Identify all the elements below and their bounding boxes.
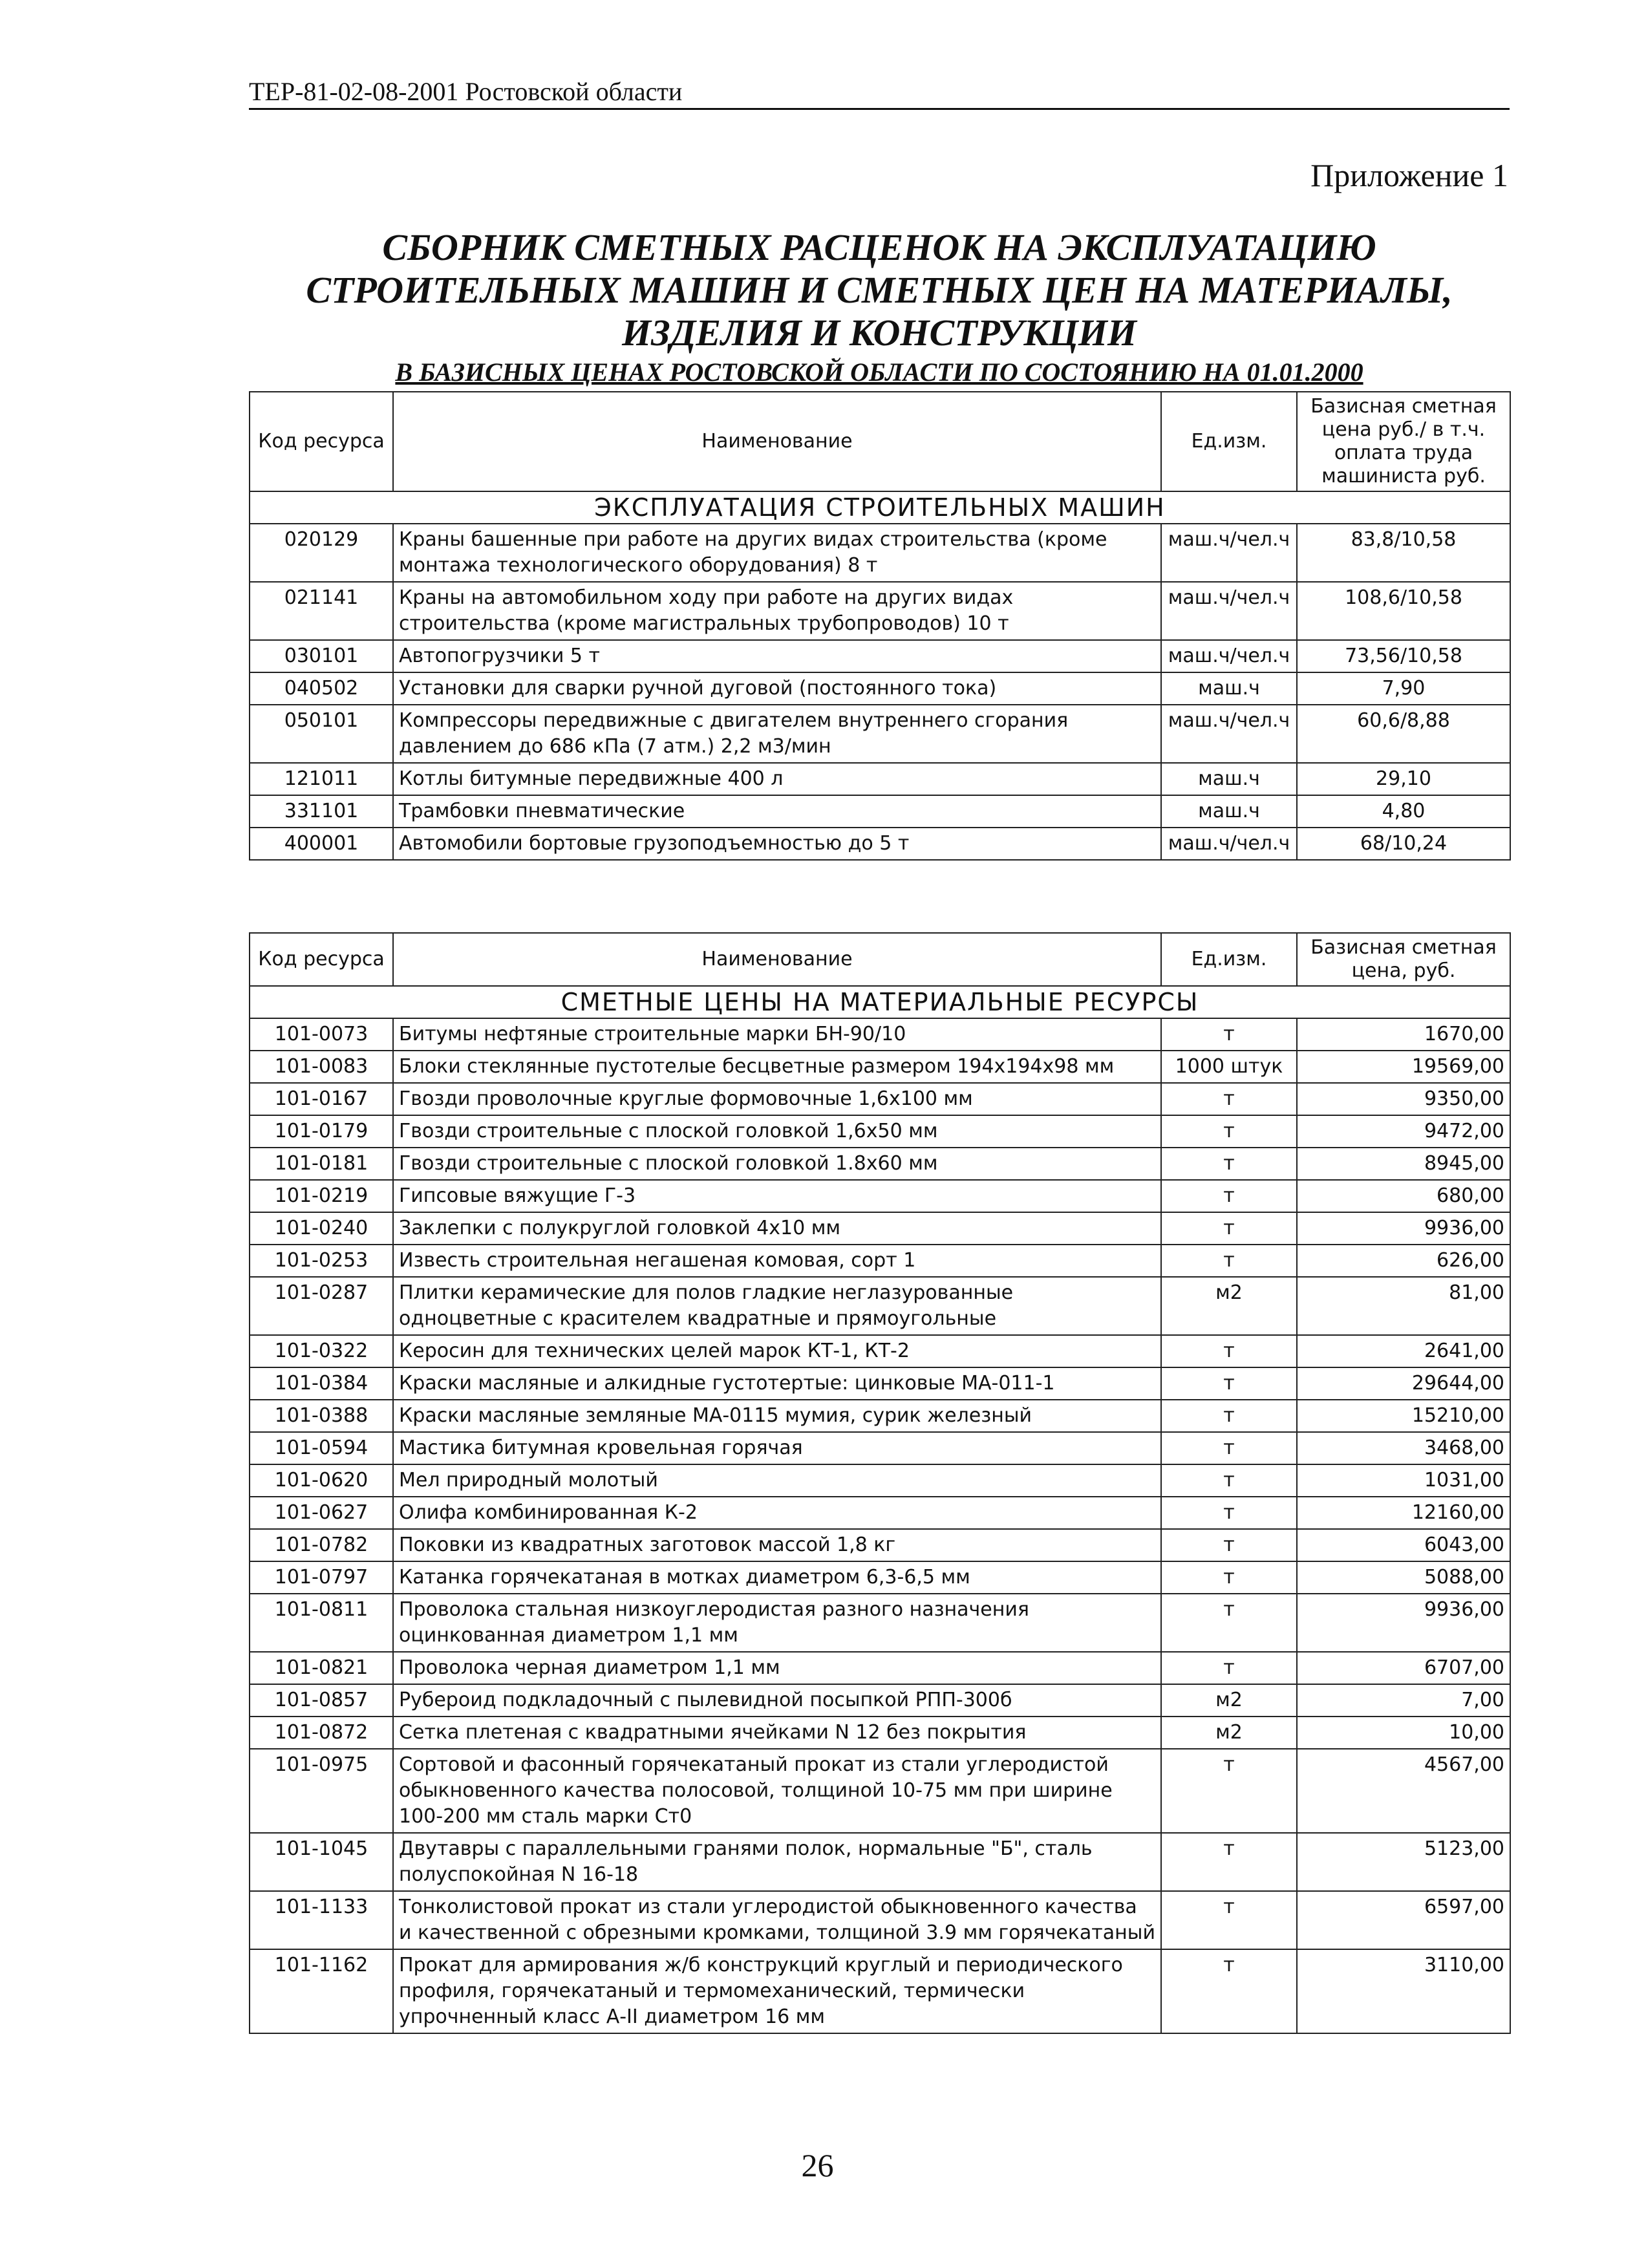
cell-price: 12160,00: [1297, 1497, 1510, 1529]
cell-unit: маш.ч/чел.ч: [1161, 828, 1297, 860]
document-title: [249, 226, 1510, 354]
section-title: ЭКСПЛУАТАЦИЯ СТРОИТЕЛЬНЫХ МАШИН: [250, 491, 1510, 524]
title-line: СТРОИТЕЛЬНЫХ МАШИН И СМЕТНЫХ ЦЕН НА МАТЕРИАЛЫ,: [306, 269, 1453, 311]
cell-unit: т: [1161, 1018, 1297, 1051]
table-row: [250, 1497, 1510, 1529]
cell-unit: т: [1161, 1891, 1297, 1949]
cell-price: 60,6/8,88: [1297, 705, 1510, 763]
cell-unit: т: [1161, 1529, 1297, 1561]
cell-code: 101-0821: [250, 1652, 393, 1684]
cell-unit: т: [1161, 1749, 1297, 1833]
cell-unit: т: [1161, 1367, 1297, 1400]
cell-name: Тонколистовой прокат из стали углеродистой обыкновенного качества и качественной с обрезными кромками, толщиной 3.9 мм горячекатаный: [393, 1891, 1161, 1949]
cell-code: 040502: [250, 672, 393, 705]
cell-price: 29,10: [1297, 763, 1510, 795]
machines-table-body: [250, 524, 1510, 860]
cell-unit: маш.ч: [1161, 763, 1297, 795]
cell-name: Двутавры с параллельными гранями полок, нормальные "Б", сталь полуспокойная N 16-18: [393, 1833, 1161, 1891]
table-row: [250, 1949, 1510, 2033]
table-row: [250, 524, 1510, 582]
cell-name: Трамбовки пневматические: [393, 795, 1161, 828]
cell-unit: маш.ч/чел.ч: [1161, 640, 1297, 672]
cell-price: 10,00: [1297, 1717, 1510, 1749]
cell-name: Блоки стеклянные пустотелые бесцветные размером 194х194х98 мм: [393, 1051, 1161, 1083]
cell-price: 73,56/10,58: [1297, 640, 1510, 672]
table-row: [250, 1180, 1510, 1212]
cell-unit: т: [1161, 1561, 1297, 1594]
cell-code: 101-0083: [250, 1051, 393, 1083]
table-row: [250, 1083, 1510, 1115]
table-row: [250, 1018, 1510, 1051]
cell-code: 101-0384: [250, 1367, 393, 1400]
cell-name: Автомобили бортовые грузоподъемностью до 5 т: [393, 828, 1161, 860]
cell-unit: м2: [1161, 1684, 1297, 1717]
table-row: [250, 1148, 1510, 1180]
cell-name: Мел природный молотый: [393, 1464, 1161, 1497]
cell-unit: т: [1161, 1833, 1297, 1891]
cell-price: 1031,00: [1297, 1464, 1510, 1497]
cell-price: 81,00: [1297, 1277, 1510, 1335]
cell-name: Известь строительная негашеная комовая, сорт 1: [393, 1245, 1161, 1277]
cell-price: 15210,00: [1297, 1400, 1510, 1432]
cell-price: 6597,00: [1297, 1891, 1510, 1949]
materials-table: [249, 932, 1511, 2034]
cell-code: 101-1162: [250, 1949, 393, 2033]
machines-table: [249, 391, 1511, 861]
table-row: [250, 1115, 1510, 1148]
cell-unit: м2: [1161, 1277, 1297, 1335]
cell-code: 101-0388: [250, 1400, 393, 1432]
cell-name: Проволока стальная низкоуглеродистая разного назначения оцинкованная диаметром 1,1 мм: [393, 1594, 1161, 1652]
cell-price: 6707,00: [1297, 1652, 1510, 1684]
cell-unit: т: [1161, 1245, 1297, 1277]
document-subtitle: В БАЗИСНЫХ ЦЕНАХ РОСТОВСКОЙ ОБЛАСТИ ПО СОСТОЯНИЮ НА 01.01.2000: [395, 358, 1363, 387]
cell-code: 101-0219: [250, 1180, 393, 1212]
cell-name: Катанка горячекатаная в мотках диаметром 6,3-6,5 мм: [393, 1561, 1161, 1594]
table-row: [250, 828, 1510, 860]
cell-price: 5088,00: [1297, 1561, 1510, 1594]
cell-price: 9350,00: [1297, 1083, 1510, 1115]
cell-price: 9936,00: [1297, 1212, 1510, 1245]
cell-price: 108,6/10,58: [1297, 582, 1510, 640]
cell-code: 101-0857: [250, 1684, 393, 1717]
page-number: 26: [801, 2147, 834, 2183]
cell-price: 29644,00: [1297, 1367, 1510, 1400]
cell-name: Гвозди строительные с плоской головкой 1,6х50 мм: [393, 1115, 1161, 1148]
cell-unit: 1000 штук: [1161, 1051, 1297, 1083]
table-header-row: [250, 392, 1510, 491]
appendix-label: Приложение 1: [1310, 157, 1508, 193]
table-row: [250, 1833, 1510, 1891]
cell-code: 121011: [250, 763, 393, 795]
cell-name: Краски масляные земляные МА-0115 мумия, сурик железный: [393, 1400, 1161, 1432]
cell-price: 3110,00: [1297, 1949, 1510, 2033]
cell-unit: т: [1161, 1148, 1297, 1180]
cell-unit: т: [1161, 1594, 1297, 1652]
cell-code: 400001: [250, 828, 393, 860]
section-row: [250, 491, 1510, 524]
cell-code: 101-1045: [250, 1833, 393, 1891]
cell-name: Гвозди строительные с плоской головкой 1.8х60 мм: [393, 1148, 1161, 1180]
cell-code: 101-0620: [250, 1464, 393, 1497]
cell-name: Установки для сварки ручной дуговой (постоянного тока): [393, 672, 1161, 705]
table-row: [250, 763, 1510, 795]
section-row: [250, 986, 1510, 1018]
header-price: Базисная сметная цена руб./ в т.ч. оплата труда машиниста руб.: [1297, 392, 1510, 491]
cell-price: 7,00: [1297, 1684, 1510, 1717]
cell-name: Краны башенные при работе на других видах строительства (кроме монтажа технологического оборудования) 8 т: [393, 524, 1161, 582]
cell-price: 4567,00: [1297, 1749, 1510, 1833]
table-row: [250, 1335, 1510, 1367]
cell-name: Прокат для армирования ж/б конструкций круглый и периодического профиля, горячекатаный и термомеханический, термически упрочненный класс А-II диаметром 16 мм: [393, 1949, 1161, 2033]
cell-price: 6043,00: [1297, 1529, 1510, 1561]
cell-code: 101-0872: [250, 1717, 393, 1749]
cell-unit: т: [1161, 1464, 1297, 1497]
cell-price: 9472,00: [1297, 1115, 1510, 1148]
cell-code: 101-0627: [250, 1497, 393, 1529]
cell-name: Сетка плетеная с квадратными ячейками N 12 без покрытия: [393, 1717, 1161, 1749]
cell-unit: т: [1161, 1432, 1297, 1464]
header-unit: Ед.изм.: [1161, 933, 1297, 986]
header-name: Наименование: [393, 933, 1161, 986]
table-row: [250, 1400, 1510, 1432]
cell-name: Котлы битумные передвижные 400 л: [393, 763, 1161, 795]
cell-name: Проволока черная диаметром 1,1 мм: [393, 1652, 1161, 1684]
section-title: СМЕТНЫЕ ЦЕНЫ НА МАТЕРИАЛЬНЫЕ РЕСУРСЫ: [250, 986, 1510, 1018]
cell-code: 101-0322: [250, 1335, 393, 1367]
cell-price: 8945,00: [1297, 1148, 1510, 1180]
table-row: [250, 1749, 1510, 1833]
cell-price: 680,00: [1297, 1180, 1510, 1212]
cell-name: Заклепки с полукруглой головкой 4х10 мм: [393, 1212, 1161, 1245]
cell-unit: т: [1161, 1115, 1297, 1148]
table-row: [250, 1432, 1510, 1464]
cell-code: 101-0782: [250, 1529, 393, 1561]
cell-name: Гвозди проволочные круглые формовочные 1,6х100 мм: [393, 1083, 1161, 1115]
table-row: [250, 1367, 1510, 1400]
cell-name: Краски масляные и алкидные густотертые: цинковые МА-011-1: [393, 1367, 1161, 1400]
table-row: [250, 1561, 1510, 1594]
cell-code: 101-0167: [250, 1083, 393, 1115]
table-row: [250, 1529, 1510, 1561]
cell-unit: маш.ч: [1161, 672, 1297, 705]
cell-name: Автопогрузчики 5 т: [393, 640, 1161, 672]
title-line: ИЗДЕЛИЯ И КОНСТРУКЦИИ: [622, 312, 1137, 354]
cell-price: 83,8/10,58: [1297, 524, 1510, 582]
materials-table-body: [250, 1018, 1510, 2033]
table-row: [250, 1717, 1510, 1749]
cell-name: Битумы нефтяные строительные марки БН-90/10: [393, 1018, 1161, 1051]
cell-code: 101-0287: [250, 1277, 393, 1335]
cell-code: 101-0179: [250, 1115, 393, 1148]
cell-unit: т: [1161, 1212, 1297, 1245]
cell-price: 626,00: [1297, 1245, 1510, 1277]
cell-code: 101-0797: [250, 1561, 393, 1594]
cell-code: 101-0811: [250, 1594, 393, 1652]
cell-price: 4,80: [1297, 795, 1510, 828]
cell-name: Краны на автомобильном ходу при работе на других видах строительства (кроме магистральных трубопроводов) 10 т: [393, 582, 1161, 640]
cell-price: 7,90: [1297, 672, 1510, 705]
cell-code: 101-0073: [250, 1018, 393, 1051]
table-row: [250, 1212, 1510, 1245]
cell-code: 331101: [250, 795, 393, 828]
header-code: Код ресурса: [250, 392, 393, 491]
cell-name: Гипсовые вяжущие Г-3: [393, 1180, 1161, 1212]
header-unit: Ед.изм.: [1161, 392, 1297, 491]
table-row: [250, 1245, 1510, 1277]
cell-price: 2641,00: [1297, 1335, 1510, 1367]
cell-unit: т: [1161, 1497, 1297, 1529]
running-header: ТЕР-81-02-08-2001 Ростовской области: [249, 76, 1510, 110]
cell-name: Сортовой и фасонный горячекатаный прокат из стали углеродистой обыкновенного качества полосовой, толщиной 10-75 мм при ширине 100-200 мм сталь марки Ст0: [393, 1749, 1161, 1833]
table-row: [250, 582, 1510, 640]
cell-price: 68/10,24: [1297, 828, 1510, 860]
cell-name: Компрессоры передвижные с двигателем внутреннего сгорания давлением до 686 кПа (7 атм.) 2,2 м3/мин: [393, 705, 1161, 763]
cell-price: 19569,00: [1297, 1051, 1510, 1083]
header-name: Наименование: [393, 392, 1161, 491]
table-row: [250, 1594, 1510, 1652]
cell-unit: т: [1161, 1180, 1297, 1212]
cell-unit: т: [1161, 1335, 1297, 1367]
cell-price: 9936,00: [1297, 1594, 1510, 1652]
cell-code: 101-0253: [250, 1245, 393, 1277]
table-row: [250, 1051, 1510, 1083]
cell-unit: маш.ч: [1161, 795, 1297, 828]
table-header-row: [250, 933, 1510, 986]
cell-price: 3468,00: [1297, 1432, 1510, 1464]
cell-unit: м2: [1161, 1717, 1297, 1749]
cell-code: 101-0181: [250, 1148, 393, 1180]
table-row: [250, 705, 1510, 763]
cell-code: 021141: [250, 582, 393, 640]
cell-code: 030101: [250, 640, 393, 672]
cell-name: Олифа комбинированная К-2: [393, 1497, 1161, 1529]
cell-code: 101-0240: [250, 1212, 393, 1245]
table-row: [250, 672, 1510, 705]
cell-unit: маш.ч/чел.ч: [1161, 582, 1297, 640]
cell-name: Поковки из квадратных заготовок массой 1,8 кг: [393, 1529, 1161, 1561]
table-row: [250, 1684, 1510, 1717]
cell-unit: маш.ч/чел.ч: [1161, 524, 1297, 582]
cell-unit: т: [1161, 1652, 1297, 1684]
cell-unit: маш.ч/чел.ч: [1161, 705, 1297, 763]
cell-price: 5123,00: [1297, 1833, 1510, 1891]
cell-unit: т: [1161, 1083, 1297, 1115]
table-row: [250, 1464, 1510, 1497]
cell-name: Плитки керамические для полов гладкие неглазурованные одноцветные с красителем квадратные и прямоугольные: [393, 1277, 1161, 1335]
table-row: [250, 640, 1510, 672]
cell-code: 101-1133: [250, 1891, 393, 1949]
cell-name: Мастика битумная кровельная горячая: [393, 1432, 1161, 1464]
table-row: [250, 795, 1510, 828]
table-row: [250, 1277, 1510, 1335]
cell-unit: т: [1161, 1400, 1297, 1432]
header-price: Базисная сметная цена, руб.: [1297, 933, 1510, 986]
table-row: [250, 1891, 1510, 1949]
cell-code: 101-0594: [250, 1432, 393, 1464]
cell-code: 020129: [250, 524, 393, 582]
table-row: [250, 1652, 1510, 1684]
cell-name: Керосин для технических целей марок КТ-1, КТ-2: [393, 1335, 1161, 1367]
cell-code: 101-0975: [250, 1749, 393, 1833]
cell-unit: т: [1161, 1949, 1297, 2033]
header-code: Код ресурса: [250, 933, 393, 986]
title-line: СБОРНИК СМЕТНЫХ РАСЦЕНОК НА ЭКСПЛУАТАЦИЮ: [382, 226, 1376, 268]
cell-name: Рубероид подкладочный с пылевидной посыпкой РПП-300б: [393, 1684, 1161, 1717]
cell-code: 050101: [250, 705, 393, 763]
cell-price: 1670,00: [1297, 1018, 1510, 1051]
